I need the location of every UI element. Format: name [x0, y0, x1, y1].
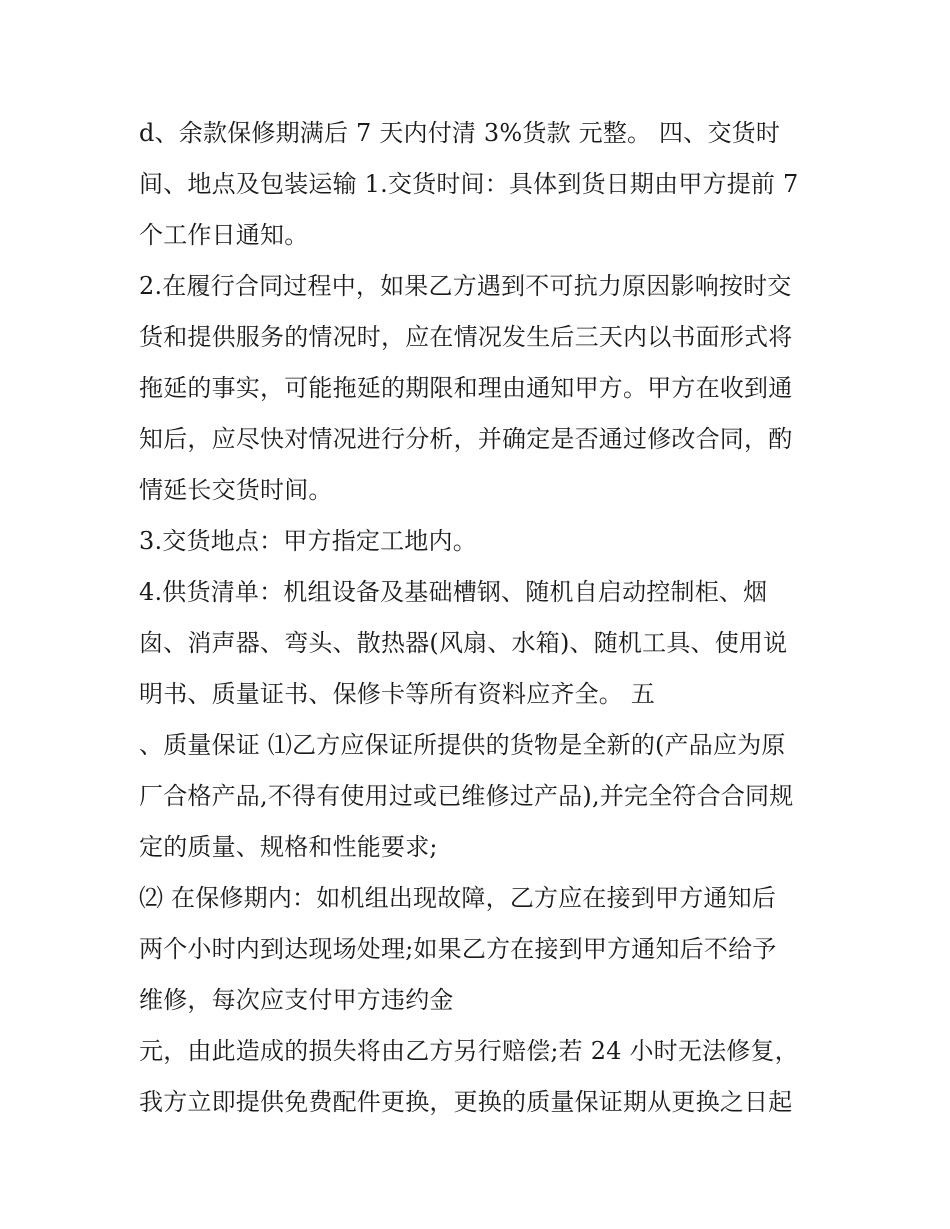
text-line: 4.供货清单：机组设备及基础槽钢、随机自启动控制柜、烟: [139, 578, 768, 606]
text-line: 个工作日通知。: [139, 221, 309, 249]
text-line: 厂合格产品,不得有使用过或已维修过产品),并完全符合合同规: [139, 782, 794, 810]
text-line: 3.交货地点：甲方指定工地内。: [139, 527, 477, 555]
text-line: 两个小时内到达现场处理;如果乙方在接到甲方通知后不给予: [139, 935, 777, 963]
text-line: 囱、消声器、弯头、散热器(风扇、水箱)、随机工具、使用说: [139, 629, 788, 657]
text-line: 拖延的事实，可能拖延的期限和理由通知甲方。甲方在收到通: [139, 374, 793, 402]
text-line: d、余款保修期满后 7 天内付清 3%货款 元整。 四、交货时: [139, 119, 781, 147]
text-line: 间、地点及包装运输 1.交货时间：具体到货日期由甲方提前 7: [139, 170, 799, 198]
text-line: 货和提供服务的情况时，应在情况发生后三天内以书面形式将: [139, 323, 793, 351]
text-line: 定的质量、规格和性能要求;: [139, 833, 438, 861]
text-line: 情延长交货时间。: [139, 476, 333, 504]
text-line: 我方立即提供免费配件更换，更换的质量保证期从更换之日起: [139, 1088, 793, 1116]
text-line: 维修，每次应支付甲方违约金: [139, 986, 454, 1014]
text-line: ⑵ 在保修期内：如机组出现故障，乙方应在接到甲方通知后: [139, 884, 777, 912]
text-line: 明书、质量证书、保修卡等所有资料应齐全。 五: [139, 680, 656, 708]
text-line: 2.在履行合同过程中，如果乙方遇到不可抗力原因影响按时交: [139, 272, 792, 300]
text-line: 元，由此造成的损失将由乙方另行赔偿;若 24 小时无法修复，: [139, 1037, 799, 1065]
text-line: 知后，应尽快对情况进行分析，并确定是否通过修改合同，酌: [139, 425, 793, 453]
document-body: [139, 108, 829, 1128]
text-line: 、质量保证 ⑴乙方应保证所提供的货物是全新的(产品应为原: [139, 731, 786, 759]
